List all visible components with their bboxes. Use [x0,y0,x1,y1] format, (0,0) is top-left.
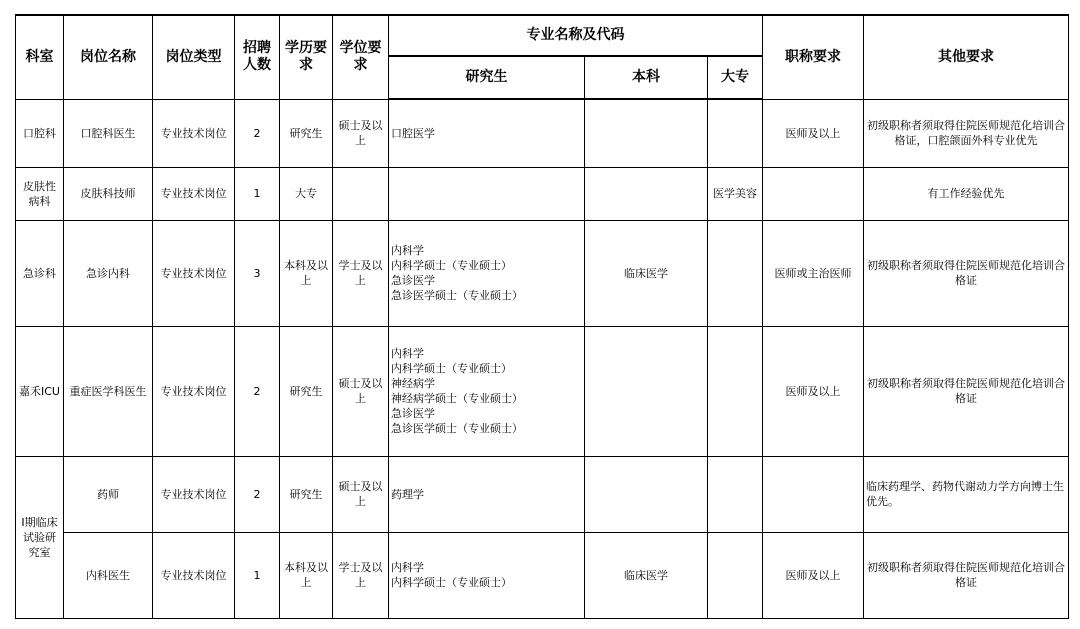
header-post-type: 岗位类型 [153,15,235,99]
cell-major-grad [389,220,585,326]
recruitment-table [15,14,1069,619]
cell-post-type: 专业技术岗位 [153,326,235,456]
cell-post-name: 药师 [64,456,153,532]
table-row [16,532,1069,618]
cell-dept: I期临床试验研究室 [16,456,64,618]
cell-major-college [708,326,763,456]
cell-major-bachelor [585,167,708,220]
cell-edu: 大专 [280,167,333,220]
major-line: 内科学 [391,561,424,574]
header-major-group: 专业名称及代码 [389,15,763,56]
major-line: 神经病学硕士（专业硕士） [391,392,523,405]
cell-major-college [708,456,763,532]
cell-major-grad [389,532,585,618]
cell-edu: 研究生 [280,99,333,167]
cell-major-grad [389,326,585,456]
cell-major-bachelor [585,456,708,532]
cell-post-name: 重症医学科医生 [64,326,153,456]
header-dept: 科室 [16,15,64,99]
cell-other-req: 临床药理学、药物代谢动力学方向博士生优先。 [864,456,1069,532]
major-line: 内科学硕士（专业硕士） [391,576,512,589]
cell-post-type: 专业技术岗位 [153,99,235,167]
cell-post-name: 皮肤科技师 [64,167,153,220]
cell-other-req: 初级职称者须取得住院医师规范化培训合格证 [864,326,1069,456]
cell-major-bachelor: 临床医学 [585,220,708,326]
table-row [16,326,1069,456]
cell-post-name: 内科医生 [64,532,153,618]
major-line: 急诊医学 [391,407,435,420]
cell-major-college: 医学美容 [708,167,763,220]
cell-edu: 研究生 [280,326,333,456]
cell-edu: 本科及以上 [280,532,333,618]
cell-major-grad [389,99,585,167]
cell-major-bachelor [585,326,708,456]
cell-post-name: 口腔科医生 [64,99,153,167]
header-major-grad: 研究生 [389,56,585,99]
header-post-name: 岗位名称 [64,15,153,99]
major-line: 急诊医学硕士（专业硕士） [391,289,523,302]
major-line: 口腔医学 [391,126,435,140]
cell-dept: 皮肤性病科 [16,167,64,220]
cell-post-type: 专业技术岗位 [153,167,235,220]
cell-major-college [708,220,763,326]
cell-post-name: 急诊内科 [64,220,153,326]
cell-count: 2 [235,99,280,167]
major-line: 内科学 [391,244,424,257]
cell-count: 2 [235,326,280,456]
table-row [16,99,1069,167]
cell-edu: 研究生 [280,456,333,532]
header-title-req: 职称要求 [763,15,864,99]
cell-edu: 本科及以上 [280,220,333,326]
cell-dept: 口腔科 [16,99,64,167]
cell-title-req: 医师及以上 [763,99,864,167]
cell-count: 2 [235,456,280,532]
header-degree: 学位要求 [333,15,389,99]
cell-other-req: 初级职称者须取得住院医师规范化培训合格证，口腔颌面外科专业优先 [864,99,1069,167]
table-row [16,456,1069,532]
major-line: 急诊医学 [391,274,435,287]
cell-major-college [708,532,763,618]
cell-degree: 学士及以上 [333,532,389,618]
header-row-1 [16,15,1069,56]
header-other-req: 其他要求 [864,15,1069,99]
major-line: 神经病学 [391,377,435,390]
cell-degree: 学士及以上 [333,220,389,326]
cell-title-req: 医师或主治医师 [763,220,864,326]
header-major-college: 大专 [708,56,763,99]
cell-degree [333,167,389,220]
major-line: 内科学硕士（专业硕士） [391,362,512,375]
cell-dept: 嘉禾ICU [16,326,64,456]
major-line: 药理学 [391,487,424,501]
cell-degree: 硕士及以上 [333,456,389,532]
cell-title-req: 医师及以上 [763,532,864,618]
cell-title-req: 医师及以上 [763,326,864,456]
cell-title-req [763,167,864,220]
cell-other-req: 初级职称者须取得住院医师规范化培训合格证 [864,532,1069,618]
table-row [16,220,1069,326]
cell-title-req [763,456,864,532]
cell-major-college [708,99,763,167]
major-line: 内科学硕士（专业硕士） [391,259,512,272]
cell-major-bachelor [585,99,708,167]
cell-dept: 急诊科 [16,220,64,326]
cell-other-req: 有工作经验优先 [864,167,1069,220]
major-line: 内科学 [391,347,424,360]
cell-count: 1 [235,167,280,220]
cell-post-type: 专业技术岗位 [153,456,235,532]
cell-post-type: 专业技术岗位 [153,532,235,618]
cell-count: 3 [235,220,280,326]
header-edu: 学历要求 [280,15,333,99]
header-count: 招聘人数 [235,15,280,99]
cell-major-grad [389,456,585,532]
cell-major-grad [389,167,585,220]
cell-major-bachelor: 临床医学 [585,532,708,618]
cell-degree: 硕士及以上 [333,99,389,167]
major-line: 急诊医学硕士（专业硕士） [391,422,523,435]
cell-degree: 硕士及以上 [333,326,389,456]
cell-count: 1 [235,532,280,618]
header-major-bachelor: 本科 [585,56,708,99]
table-row [16,167,1069,220]
cell-post-type: 专业技术岗位 [153,220,235,326]
cell-other-req: 初级职称者须取得住院医师规范化培训合格证 [864,220,1069,326]
